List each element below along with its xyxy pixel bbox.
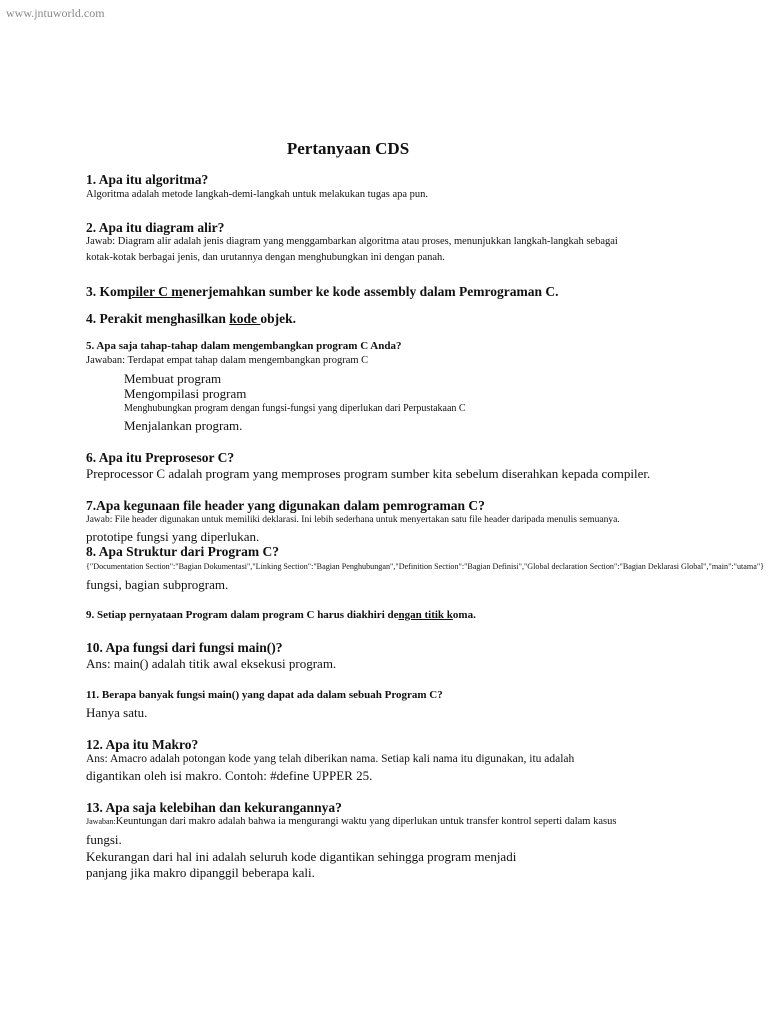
statement-9-pre: 9. Setiap pernyataan Program dalam program C harus diakhiri de (86, 609, 399, 621)
step-item: Mengompilasi program (124, 386, 247, 401)
statement-4-underline: kode (229, 311, 261, 326)
step-item: Menjalankan program. (124, 418, 243, 433)
statement-4-post: objek. (260, 311, 297, 326)
answer-13-line-1 (86, 816, 616, 827)
question-1: 1. Apa itu algoritma? (86, 172, 209, 187)
answer-13-line-3: Kekurangan dari hal ini adalah seluruh kode digantikan sehingga program menjadi (86, 849, 517, 864)
statement-3 (86, 284, 559, 300)
statement-3-underline: piler C (128, 284, 168, 299)
answer-13-text: Keuntungan dari makro adalah bahwa ia mengurangi waktu yang diperlukan untuk transfer kontrol seperti dalam kasus (115, 816, 617, 827)
answer-10: Ans: main() adalah titik awal eksekusi program. (86, 656, 337, 671)
question-2: 2. Apa itu diagram alir? (86, 220, 225, 235)
statement-4-pre: 4. Perakit menghasilkan (86, 311, 230, 326)
question-11: 11. Berapa banyak fungsi main() yang dapat ada dalam sebuah Program C? (86, 689, 443, 701)
statement-4 (86, 311, 296, 327)
question-10: 10. Apa fungsi dari fungsi main()? (86, 640, 283, 655)
answer-13-line-2: fungsi. (86, 832, 122, 847)
answer-5: Jawaban: Terdapat empat tahap dalam mengembangkan program C (86, 355, 369, 366)
answer-8-line-2: fungsi, bagian subprogram. (86, 577, 229, 592)
answer-11: Hanya satu. (86, 705, 148, 720)
answer-7-line-1: Jawab: File header digunakan untuk memiliki deklarasi. Ini lebih sederhana untuk menyertakan satu file header daripada menulis semuanya. (86, 515, 620, 525)
answer-2-line-2: kotak-kotak berbagai jenis, dan urutannya dengan menghubungkan ini dengan panah. (86, 252, 445, 263)
question-8: 8. Apa Struktur dari Program C? (86, 544, 280, 559)
answer-6: Preprocessor C adalah program yang memproses program sumber kita sebelum diserahkan kepada compiler. (86, 466, 651, 481)
question-13: 13. Apa saja kelebihan dan kekurangannya? (86, 800, 342, 815)
answer-13-label: Jawaban: (86, 817, 116, 826)
step-item: Membuat program (124, 371, 222, 386)
answer-1: Algoritma adalah metode langkah-demi-langkah untuk melakukan tugas apa pun. (86, 189, 429, 200)
watermark-url: www.jntuworld.com (6, 6, 105, 20)
statement-9-underline: ngan titik k (398, 609, 453, 621)
statement-3-post: enerjemahkan sumber ke kode assembly dalam Pemrograman C. (182, 284, 559, 299)
question-6: 6. Apa itu Preprosesor C? (86, 450, 235, 465)
question-5: 5. Apa saja tahap-tahap dalam mengembangkan program C Anda? (86, 340, 402, 352)
page-title: Pertanyaan CDS (286, 139, 410, 158)
statement-9 (86, 609, 476, 621)
statement-9-post: oma. (452, 609, 476, 621)
answer-8-line-1: {"Documentation Section":"Bagian Dokumentasi","Linking Section":"Bagian Penghubungan","Definition Section":"Bagian Definisi","Global declaration Section":"Bagian Deklarasi Global","main":"utama"} (86, 561, 765, 571)
step-item: Menghubungkan program dengan fungsi-fungsi yang diperlukan dari Perpustakaan C (124, 403, 466, 414)
answer-12-line-1: Ans: Amacro adalah potongan kode yang telah diberikan nama. Setiap kali nama itu digunakan, itu adalah (86, 753, 575, 765)
question-12: 12. Apa itu Makro? (86, 737, 199, 752)
statement-3-underline-2: m (167, 284, 183, 299)
statement-3-pre: 3. Kom (86, 284, 128, 299)
answer-12-line-2: digantikan oleh isi makro. Contoh: #define UPPER 25. (86, 768, 373, 783)
answer-13-line-4: panjang jika makro dipanggil beberapa kali. (86, 865, 315, 880)
answer-7-line-2: prototipe fungsi yang diperlukan. (86, 529, 260, 544)
answer-2-line-1: Jawab: Diagram alir adalah jenis diagram yang menggambarkan algoritma atau proses, menunjukkan langkah-langkah sebagai (86, 236, 618, 247)
question-7: 7.Apa kegunaan file header yang digunakan dalam pemrograman C? (86, 498, 485, 513)
